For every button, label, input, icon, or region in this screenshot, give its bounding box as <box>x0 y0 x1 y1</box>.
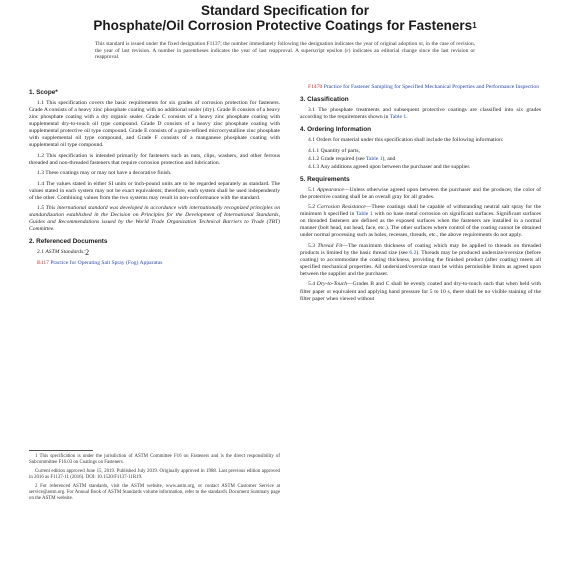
appearance-term: Appearance <box>316 186 344 193</box>
footnotes <box>29 454 280 505</box>
para-4-1-3: 4.1.3 Any additions agreed upon between the purchaser and the supplier. <box>308 163 471 170</box>
para-1-5 <box>29 205 280 233</box>
para-5-4 <box>300 281 541 302</box>
footnote-1: 1 This specification is under the jurisdiction of ASTM Committee F16 on Fasteners and is the direct responsibility of Subcommittee F16.03 on Coatings on Fasteners. <box>29 454 280 466</box>
para-1-2: 1.2 This specification is intended primarily for fasteners such as nuts, clips, washers, and other ferrous threaded and non-threaded fasteners that require corrosion protection and lubrication. <box>29 152 280 166</box>
title-line-2 <box>0 18 570 33</box>
footnote-2: 2 For referenced ASTM standards, visit the ASTM website, www.astm.org, or contact ASTM Customer Service at service@astm.org. For Annual Book of ASTM Standards volume information, refer to the standard's Document Summary page on the ASTM website. <box>29 484 280 502</box>
scope-heading: 1. Scope* <box>29 89 58 96</box>
table-1-link[interactable]: Table 1 <box>366 155 383 162</box>
ref-b117 <box>37 260 280 267</box>
para-5-2-number: 5.2 <box>308 204 318 211</box>
classification-heading: 3. Classification <box>300 96 349 104</box>
para-5-2-text-cont: with no base metal corrosion on significant surfaces. Significant surfaces on threaded fasteners are defined as the exposed surfaces when the fasteners are installed in a normal manner (bolt head, nut head, face, etc.). The other surfaces where control of the coating cannot be obtained under normal processing such as holes, recesses, threads, etc., the above requirements do not apply. <box>300 211 541 239</box>
ordering-heading: 4. Ordering Information <box>300 126 372 134</box>
footnote-mark-2: 2 <box>85 248 90 258</box>
section-6-2-link[interactable]: 6.2 <box>409 249 417 256</box>
dry-to-touch-term: Dry-to-Touch <box>316 281 348 288</box>
para-5-1-text: —Unless otherwise agreed upon between the purchaser and the producer, the color of the protective coating shall be an overall gray for all grades. <box>300 186 542 200</box>
thread-fit-term: Thread Fit <box>317 242 343 249</box>
para-5-4-number: 5.4 <box>308 281 317 288</box>
para-4-1-2-end: ), and <box>382 155 396 162</box>
ref-f1470 <box>308 84 541 91</box>
referenced-documents-heading: 2. Referenced Documents <box>29 238 108 246</box>
ref-f1470-title[interactable]: Practice for Fastener Sampling for Specified Mechanical Properties and Performance Inspection <box>322 84 539 90</box>
para-1-3: 1.3 These coatings may or may not have a decorative finish. <box>37 170 172 177</box>
para-5-2 <box>300 204 541 239</box>
table-1-link[interactable]: Table 1 <box>355 211 373 218</box>
footnote-1-edition: Current edition approved June 15, 2019. Published July 2019. Originally approved in 1988. Last previous edition approved in 2016 as F1137-11 (2016). DOI: 10.1520/F1137-11R19. <box>29 469 280 481</box>
title-footnote-mark: 1 <box>472 21 477 30</box>
para-5-1 <box>300 187 541 201</box>
designation-notice: This standard is issued under the fixed designation F1137; the number immediately following the designation indicates the year of original adoption or, in the case of revision, the year of last revision. A number in parentheses indicates the year of last reapproval. A superscript epsilon (ε) indicates an editorial change since the last revision or reapproval. <box>95 41 475 61</box>
footnote-rule <box>29 450 93 451</box>
para-4-1-2-text: 4.1.2 Grade required (see <box>308 155 366 162</box>
requirements-heading: 5. Requirements <box>300 175 350 183</box>
left-column <box>29 84 280 268</box>
para-5-4-text: —Grades B and C shall be evenly coated and dry-to-touch such that when held with filter paper or equivalent and applying hand pressure for 5 to 10 s, there shall be no visible staining of the filter paper when viewed without <box>300 281 541 302</box>
para-5-3-text: —The maximum thickness of coating which may be applied to threads on threaded products is limited by the basic thread size (see <box>300 242 541 256</box>
para-5-3 <box>300 243 541 278</box>
corrosion-resistance-term: Corrosion Resistance <box>317 204 366 211</box>
para-1-1: 1.1 This specification covers the basic requirements for six grades of corrosion protection for fasteners. Grade A consists of a heavy zinc phosphate coating with no additional sealer (dry). Grade B consists of a heavy zinc phosphate coating with a dry organic sealer. Grade C consists of a heavy zinc phosphate coating with supplemental dry-to-touch oil type compound. Grade D consists of a heavy zinc phosphate coating with supplemental protective oil type compound. Grade E consists of a grain-refined microcrystalline zinc phosphate with supplemental oil type compound, and Grade F consists of a manganese phosphate coating with supplemental oil type compound. <box>29 100 280 149</box>
para-3-1-text: 3.1 The phosphate treatments and subsequent protective coatings are classified into six grades according to the requirements shown in <box>300 107 541 121</box>
para-4-1: 4.1 Orders for material under this specification shall include the following information: <box>308 137 504 144</box>
para-4-1-1: 4.1.1 Quantity of parts, <box>308 147 360 154</box>
para-5-3-number: 5.3 <box>308 242 318 249</box>
title-text: Phosphate/Oil Corrosion Protective Coatings for Fasteners <box>93 18 473 33</box>
para-3-1-end: . <box>406 114 408 121</box>
para-5-3-text-cont: ). Threads may be produced undersize/oversize (before coating) to accommodate the coating thickness, providing the finished product (after coating) meets all specified mechanical properties. All undersized/oversize must be within permissible limits as agreed upon between the supplier and the purchaser. <box>300 249 541 278</box>
table-1-link[interactable]: Table 1 <box>389 114 407 121</box>
title-line-1: Standard Specification for <box>200 3 370 18</box>
para-1-4: 1.4 The values stated in either SI units or inch-pound units are to be regarded separately as standard. The values stated in each system may not be exact equivalents; therefore, each system shall be used independently of the other. Combining values from the two systems may result in non-conformance with the standard. <box>29 180 280 201</box>
ref-b117-title[interactable]: Practice for Operating Salt Spray (Fog) Apparatus <box>48 259 163 266</box>
para-5-1-number: 5.1 <box>308 186 317 193</box>
ref-b117-link[interactable]: B117 <box>37 259 49 266</box>
para-2-1 <box>29 249 280 256</box>
astm-standards-label: ASTM Standards: <box>45 249 86 256</box>
para-2-1-number: 2.1 <box>37 249 46 256</box>
para-3-1 <box>300 107 541 121</box>
para-1-5-text: 1.5 This international standard was developed in accordance with internationally recognized principles on standardization established in the Decision on Principles for the Development of International Standards, Guides and Recommendations issued by the World Trade Organization Technical Barriers to Trade (TBT) Committee. <box>29 205 280 233</box>
para-4-1-2 <box>308 156 541 163</box>
para-5-2-text: —These coatings shall be capable of withstanding neutral salt spray for the minimum h specified in <box>300 204 541 218</box>
ref-f1470-link[interactable]: F1470 <box>308 84 323 90</box>
right-column <box>300 84 541 306</box>
